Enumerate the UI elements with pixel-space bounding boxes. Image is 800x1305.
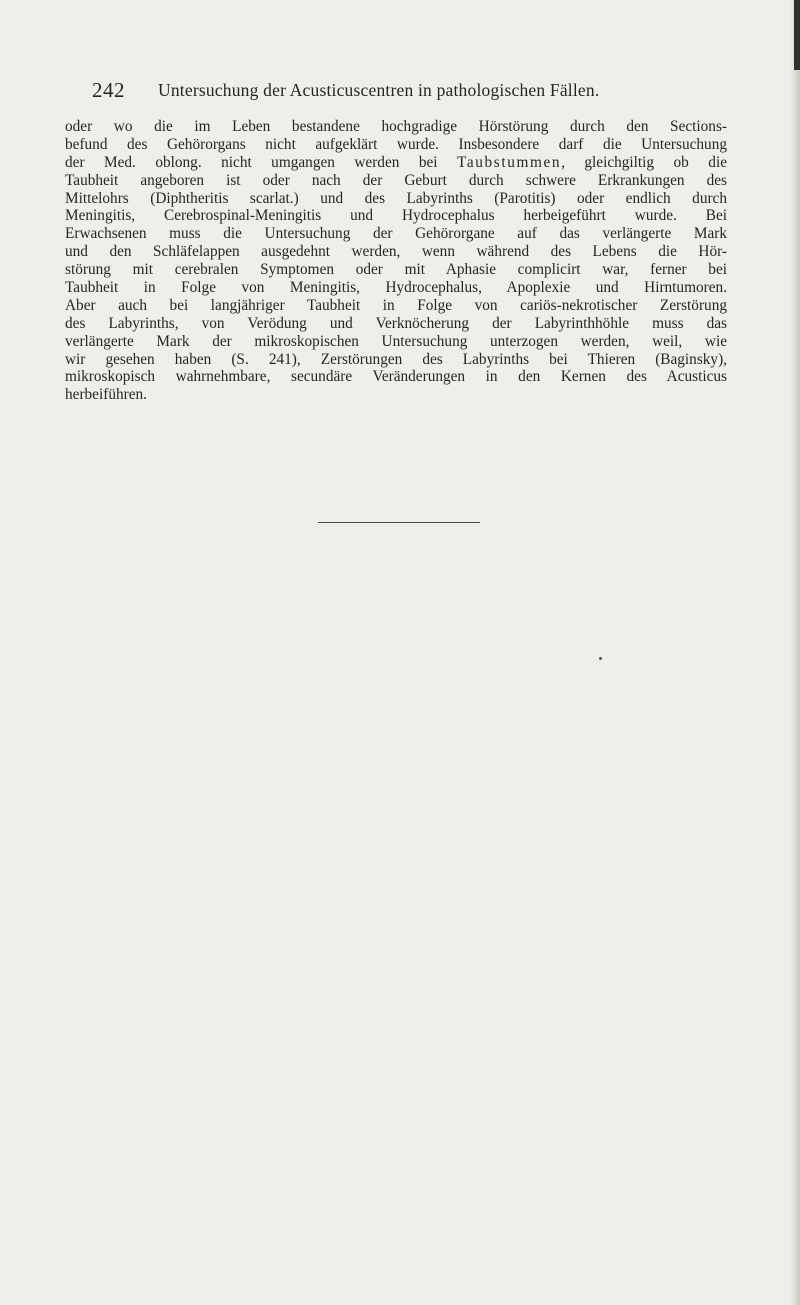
text-line: und den Schläfelappen ausgedehnt werden, wenn während des Lebens die Hör-	[65, 243, 727, 261]
body-paragraph	[65, 118, 727, 404]
text-line: Erwachsenen muss die Untersuchung der Gehörorgane auf das verlängerte Mark	[65, 225, 727, 243]
emphasized-term: Taubstummen	[457, 153, 562, 171]
text-line: Aber auch bei langjähriger Taubheit in Folge von cariös-nekrotischer Zerstörung	[65, 296, 727, 314]
page-number: 242	[92, 78, 125, 102]
text-line: wir gesehen haben (S. 241), Zerstörungen des Labyrinths bei Thieren (Baginsky),	[65, 350, 727, 368]
text-line: oder wo die im Leben bestandene hochgradige Hörstörung durch den Sections-	[65, 118, 727, 135]
running-head-title: Untersuchung der Acusticuscentren in pathologischen Fällen.	[158, 80, 600, 100]
text-line: mikroskopisch wahrnehmbare, secundäre Veränderungen in den Kernen des Acusticus	[65, 368, 727, 386]
running-head	[92, 78, 732, 104]
text-line: befund des Gehörorgans nicht aufgeklärt wurde. Insbesondere darf die Untersuchung	[65, 135, 727, 153]
print-speck	[599, 657, 602, 660]
text-line: Meningitis, Cerebrospinal-Meningitis und Hydrocephalus herbeigeführt wurde. Bei	[65, 207, 727, 225]
text-line: Mittelohrs (Diphtheritis scarlat.) und des Labyrinths (Parotitis) oder endlich durch	[65, 189, 727, 207]
text-line: der Med. oblong. nicht umgangen werden bei Taubstummen, gleichgiltig ob die	[65, 153, 727, 171]
section-divider	[318, 522, 480, 523]
text-line: des Labyrinths, von Verödung und Verknöcherung der Labyrinthhöhle muss das	[65, 314, 727, 332]
text-line: herbeiführen.	[65, 386, 147, 404]
page-edge-mark	[794, 0, 800, 70]
text-line: Taubheit angeboren ist oder nach der Geburt durch schwere Erkrankungen des	[65, 171, 727, 189]
text-line: Taubheit in Folge von Meningitis, Hydrocephalus, Apoplexie und Hirntumoren.	[65, 279, 727, 297]
text-line: störung mit cerebralen Symptomen oder mit Aphasie complicirt war, ferner bei	[65, 261, 727, 279]
text-line: verlängerte Mark der mikroskopischen Untersuchung unterzogen werden, weil, wie	[65, 332, 727, 350]
page-edge	[790, 0, 800, 1305]
